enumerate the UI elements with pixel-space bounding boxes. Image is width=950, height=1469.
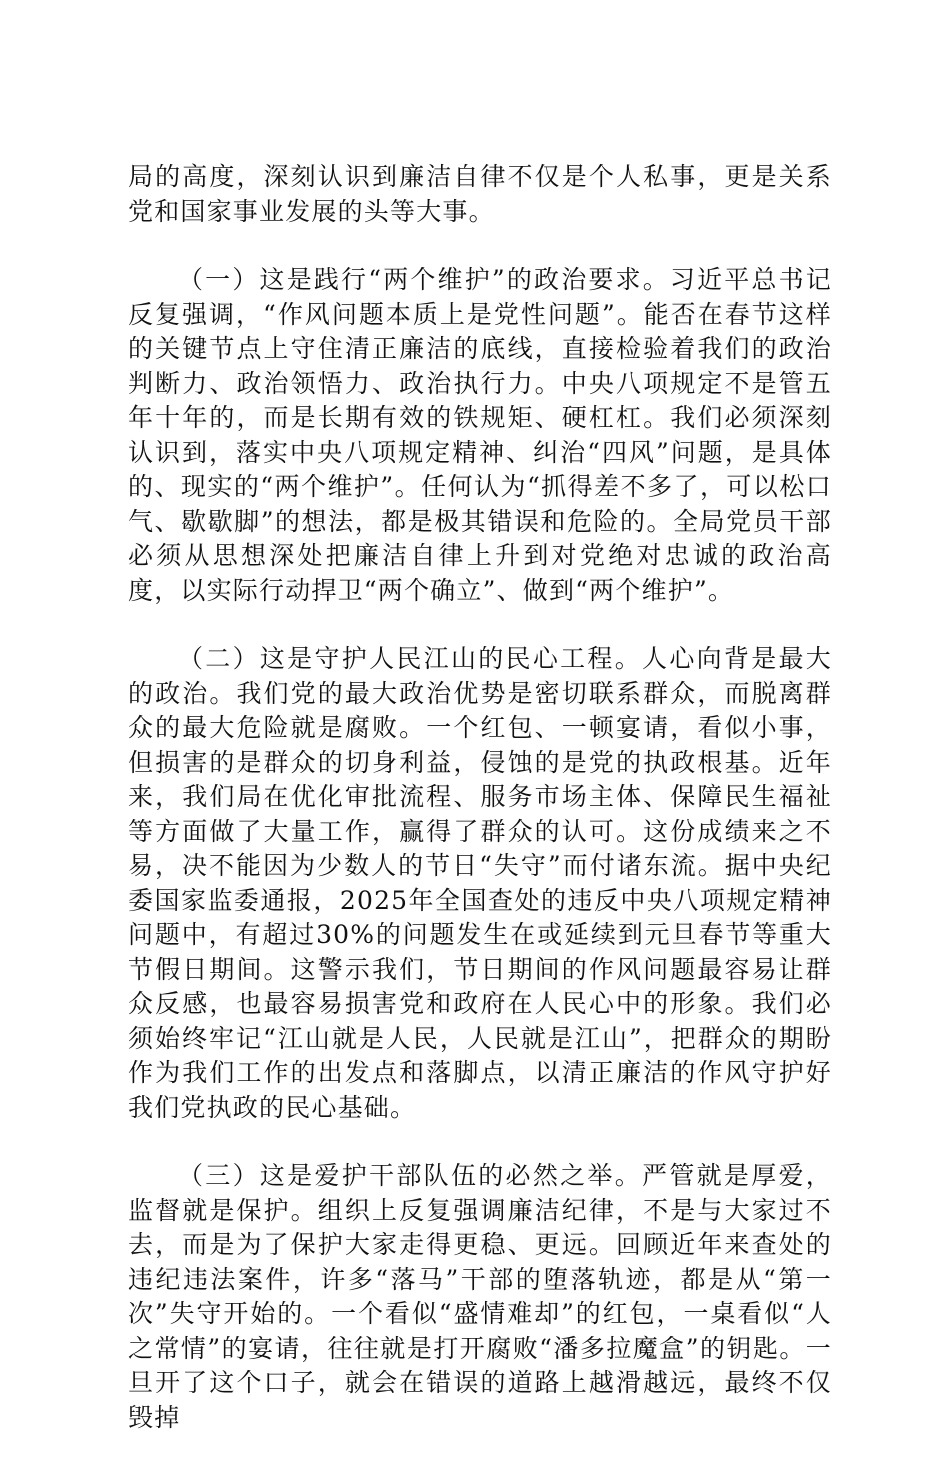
paragraph-continuation: 局的高度，深刻认识到廉洁自律不仅是个人私事，更是关系党和国家事业发展的头等大事。	[128, 162, 832, 226]
paragraph-section-2: （二）这是守护人民江山的民心工程。人心向背是最大的政治。我们党的最大政治优势是密切联系群众，而脱离群众的最大危险就是腐败。一个红包、一顿宴请，看似小事，但损害的是群众的切身利益，侵蚀的是党的执政根基。近年来，我们局在优化审批流程、服务市场主体、保障民生福祉等方面做了大量工作，赢得了群众的认可。这份成绩来之不易，决不能因为少数人的节日“失守”而付诸东流。据中央纪委国家监委通报，2025年全国查处的违反中央八项规定精神问题中，有超过30%的问题发生在或延续到元旦春节等重大节假日期间。这警示我们，节日期间的作风问题最容易让群众反感，也最容易损害党和政府在人民心中的形象。我们必须始终牢记“江山就是人民，人民就是江山”，把群众的期盼作为我们工作的出发点和落脚点，以清正廉洁的作风守护好我们党执政的民心基础。	[128, 644, 832, 1122]
paragraph-section-3: （三）这是爱护干部队伍的必然之举。严管就是厚爱，监督就是保护。组织上反复强调廉洁纪律，不是与大家过不去，而是为了保护大家走得更稳、更远。回顾近年来查处的违纪违法案件，许多“落马”干部的堕落轨迹，都是从“第一次”失守开始的。一个看似“盛情难却”的红包，一桌看似“人之常情”的宴请，往往就是打开腐败“潘多拉魔盒”的钥匙。一旦开了这个口子，就会在错误的道路上越滑越远，最终不仅毁掉	[128, 1161, 832, 1432]
paragraph-section-1: （一）这是践行“两个维护”的政治要求。习近平总书记反复强调，“作风问题本质上是党性问题”。能否在春节这样的关键节点上守住清正廉洁的底线，直接检验着我们的政治判断力、政治领悟力、政治执行力。中央八项规定不是管五年十年的，而是长期有效的铁规矩、硬杠杠。我们必须深刻认识到，落实中央八项规定精神、纠治“四风”问题，是具体的、现实的“两个维护”。任何认为“抓得差不多了，可以松口气、歇歇脚”的想法，都是极其错误和危险的。全局党员干部必须从思想深处把廉洁自律上升到对党绝对忠诚的政治高度，以实际行动捍卫“两个确立”、做到“两个维护”。	[128, 265, 832, 605]
document-body	[128, 160, 832, 1469]
